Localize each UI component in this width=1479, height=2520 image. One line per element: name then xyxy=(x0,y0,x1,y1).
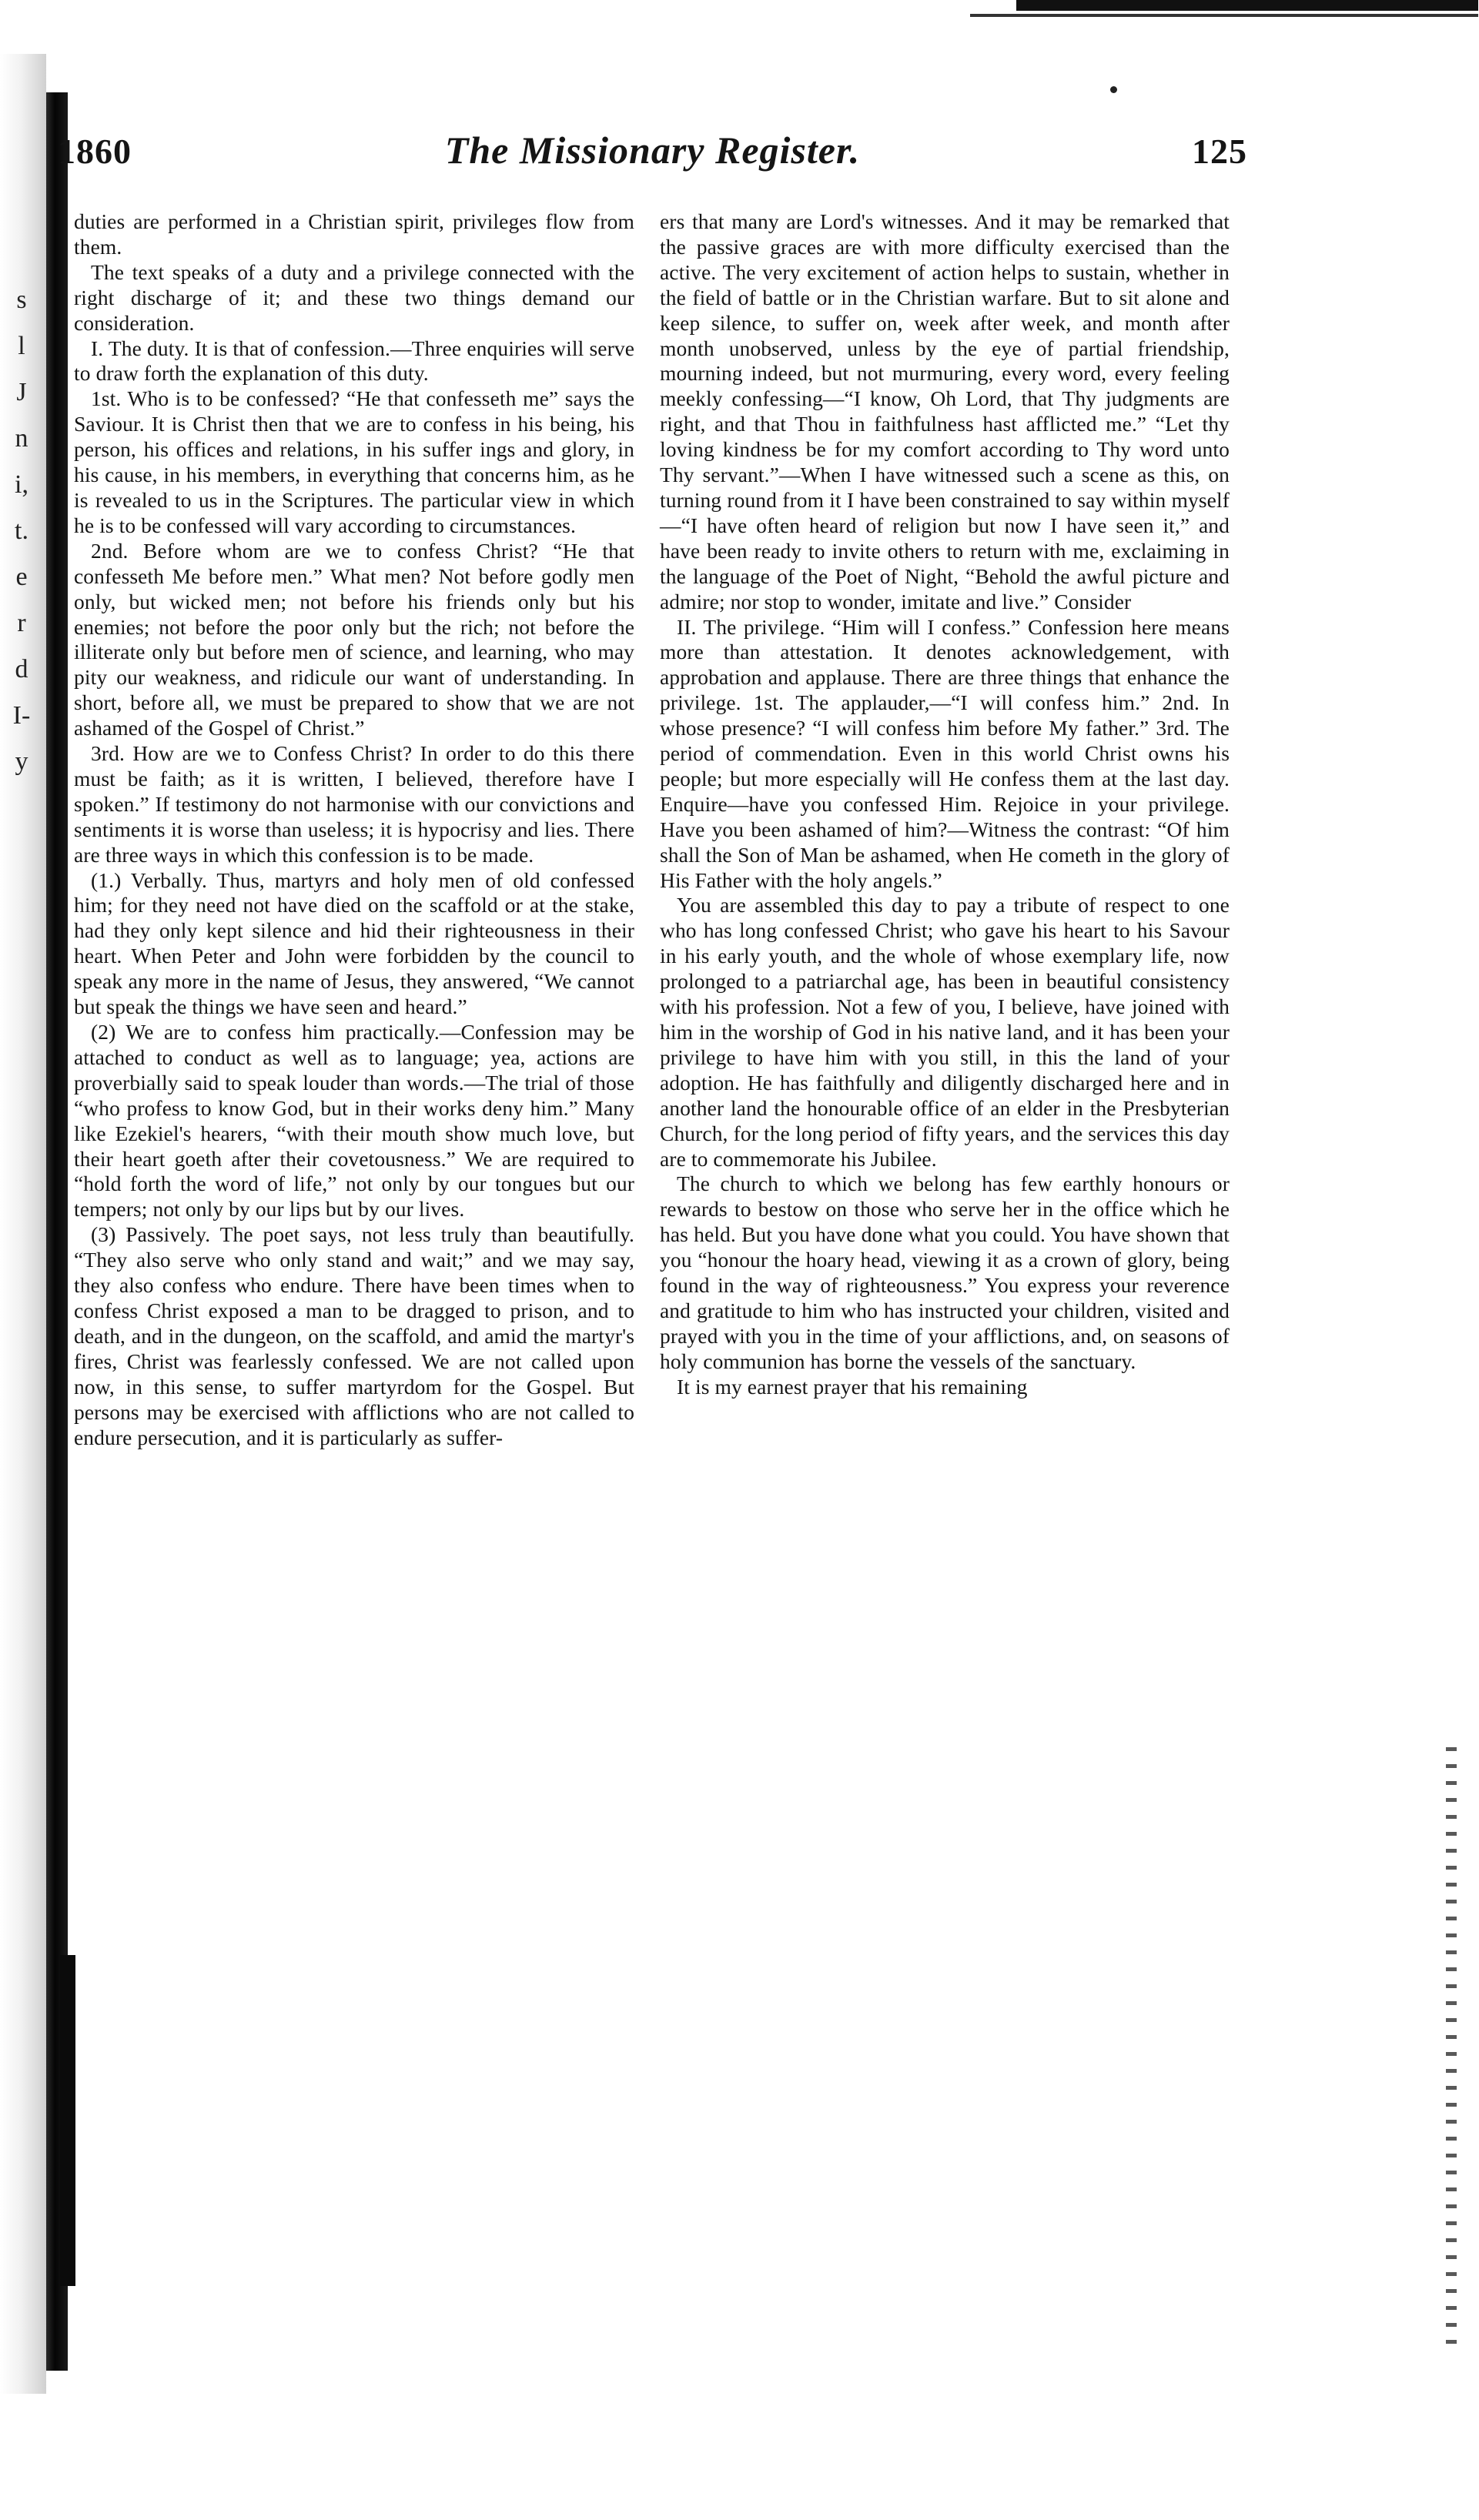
margin-letter: J xyxy=(16,378,27,406)
paragraph: ers that many are Lord's witnesses. And it may be remarked that the passive graces are with more difficulty exercised than the active. The very excitement of action helps to sustain, whether in the field of battle or in the Christian warfare. But to sit alone and keep silence, to suffer on, week after week, and month after month unobserved, unless by the eye of partial friendship, mourning indeed, but not murmuring, every word, every feeling meekly confessing—“I know, Oh Lord, that Thy judgments are right, and that Thou in faithfulness hast afflicted me.” “Let thy loving kindness be for my comfort according to Thy word unto Thy servant.”—When I have witnessed such a scene as this, on turning round from it I have been constrained to say within myself —“I have often heard of religion but now I have seen it,” and have been ready to invite others to return with me, exclaiming in the language of the Poet of Night, “Behold the awful picture and admire; nor stop to wonder, imitate and live.” Consider xyxy=(660,209,1230,613)
paragraph: I. The duty. It is that of confession.—Three enquiries will serve to draw forth the explanation of this duty. xyxy=(74,336,634,386)
paragraph: (2) We are to confess him practically.—Confession may be attached to conduct as well as to language; yea, actions are proverbially said to speak louder than words.—The trial of those “who profess to know God, but in their works deny him.” Many like Ezekiel's hearers, “with their mouth show much love, but their heart goeth after their covetousness.” We are required to “hold forth the word of life,” not only by our tongues but our tempers; not only by our lips but by our lives. xyxy=(74,1020,634,1222)
paragraph: 3rd. How are we to Confess Christ? In order to do this there must be faith; as it is written, I believed, therefore have I spoken.” If testimony do not harmonise with our convictions and sentiments it is worse than useless; it is hypocrisy and lies. There are three ways in which this confession is to be made. xyxy=(74,741,634,867)
right-margin-specks xyxy=(1446,1747,1457,2348)
margin-letter: e xyxy=(15,563,28,591)
paragraph: It is my earnest prayer that his remaining xyxy=(677,1374,1028,1399)
paragraph: (3) Passively. The poet says, not less truly than beautifully. “They also serve who only stand and wait;” and we may say, they also confess who endure. There have been times when to confess Christ exposed a man to be dragged to prison, and to death, and in the dungeon, on the scaffold, and amid the martyr's fires, Christ was fearlessly confessed. We are not called upon now, in this sense, to suffer martyrdom for the Gospel. But persons may be exercised with afflictions who are not called to endure persecution, and it is particularly as suffer- xyxy=(74,1222,634,1449)
margin-letter: y xyxy=(15,747,28,776)
page-header xyxy=(58,131,1247,185)
left-column xyxy=(74,209,634,1450)
margin-letter: s xyxy=(16,286,27,314)
margin-letter: t. xyxy=(15,516,28,545)
paragraph: II. The privilege. “Him will I confess.” Confession here means more than attestation. It denotes acknowledgement, with approbation and applause. There are three things that enhance the privilege. 1st. The applauder,—“I will confess him.” 2nd. In whose presence? “I will confess him before My father.” 3rd. The period of commendation. Even in this world Christ owns his people; but more especially will He confess them at the last day. Enquire—have you confessed Him. Rejoice in your privilege. Have you been ashamed of him?—Witness the contrast: “Of him shall the Son of Man be ashamed, when He cometh in the glory of His Father with the holy angels.” xyxy=(660,614,1230,892)
paragraph: You are assembled this day to pay a tribute of respect to one who has long confessed Christ; who gave his heart to his Savour in his early youth, and the whole of whose exemplary life, now prolonged to a patriarchal age, has been in beautiful consistency with his profession. Not a few of you, I believe, have joined with him in the worship of God in his native land, and it has been your privilege to have him with you still, in this the land of your adoption. He has faithfully and diligently discharged here and in another land the honourable office of an elder in the Presbyterian Church, for the long period of fifty years, and the services this day are to commemorate his Jubilee. xyxy=(660,893,1230,1171)
left-margin-bleed-letters xyxy=(6,277,37,785)
paragraph: The text speaks of a duty and a privilege connected with the right discharge of it; and these two things demand our consideration. xyxy=(74,259,634,335)
margin-letter: i, xyxy=(15,470,28,499)
paragraph: (1.) Verbally. Thus, martyrs and holy men of old confessed him; for they need not have died on the scaffold or at the stake, had they only kept silence and hid their righteousness in their heart. When Peter and John were forbidden by the council to speak any more in the name of Jesus, they answered, “We cannot but speak the things we have seen and heard.” xyxy=(74,867,634,1019)
top-edge-rule xyxy=(1016,0,1478,11)
page-year: 1860 xyxy=(58,132,132,171)
margin-letter: I- xyxy=(12,701,31,730)
paragraph: 1st. Who is to be confessed? “He that confesseth me” says the Saviour. It is Christ then that we are to confess in his being, his person, his offices and relations, in his suffer ings and glory, in his cause, in his members, in everything that concerns him, as he is revealed to us in the Scriptures. The particular view in which he is to be confessed will vary according to circumstances. xyxy=(74,386,634,537)
page-number: 125 xyxy=(1192,132,1247,171)
top-edge-rule-thin xyxy=(970,14,1478,17)
paragraph: The church to which we belong has few earthly honours or rewards to bestow on those who serve her in the office which he has held. But you have done what you could. You have shown that you “honour the hoary head, viewing it as a crown of glory, being found in the way of righteousness.” You express your reverence and gratitude to him who has instructed your children, visited and prayed with you in the time of your afflictions, and, on seasons of holy communion has borne the vessels of the sanctuary. xyxy=(660,1171,1230,1373)
margin-letter: d xyxy=(15,655,28,683)
paragraph: 2nd. Before whom are we to confess Christ? “He that confesseth Me before men.” What men? Not before godly men only, but wicked men; not before his friends only but his enemies; not before the poor only but the rich; not before the illiterate only but before men of science, and learning, who may pity our weakness, and ridicule our want of understanding. In short, before all, we must be prepared to show that we are not ashamed of the Gospel of Christ.” xyxy=(74,538,634,740)
margin-letter: l xyxy=(18,332,25,360)
paragraph: duties are performed in a Christian spirit, privileges flow from them. xyxy=(74,209,634,259)
margin-letter: n xyxy=(15,424,28,453)
ink-speck xyxy=(1110,86,1117,93)
binding-edge-lower xyxy=(60,1955,75,2286)
right-column xyxy=(660,209,1230,1400)
margin-letter: r xyxy=(17,609,26,637)
running-title: The Missionary Register. xyxy=(444,129,861,172)
